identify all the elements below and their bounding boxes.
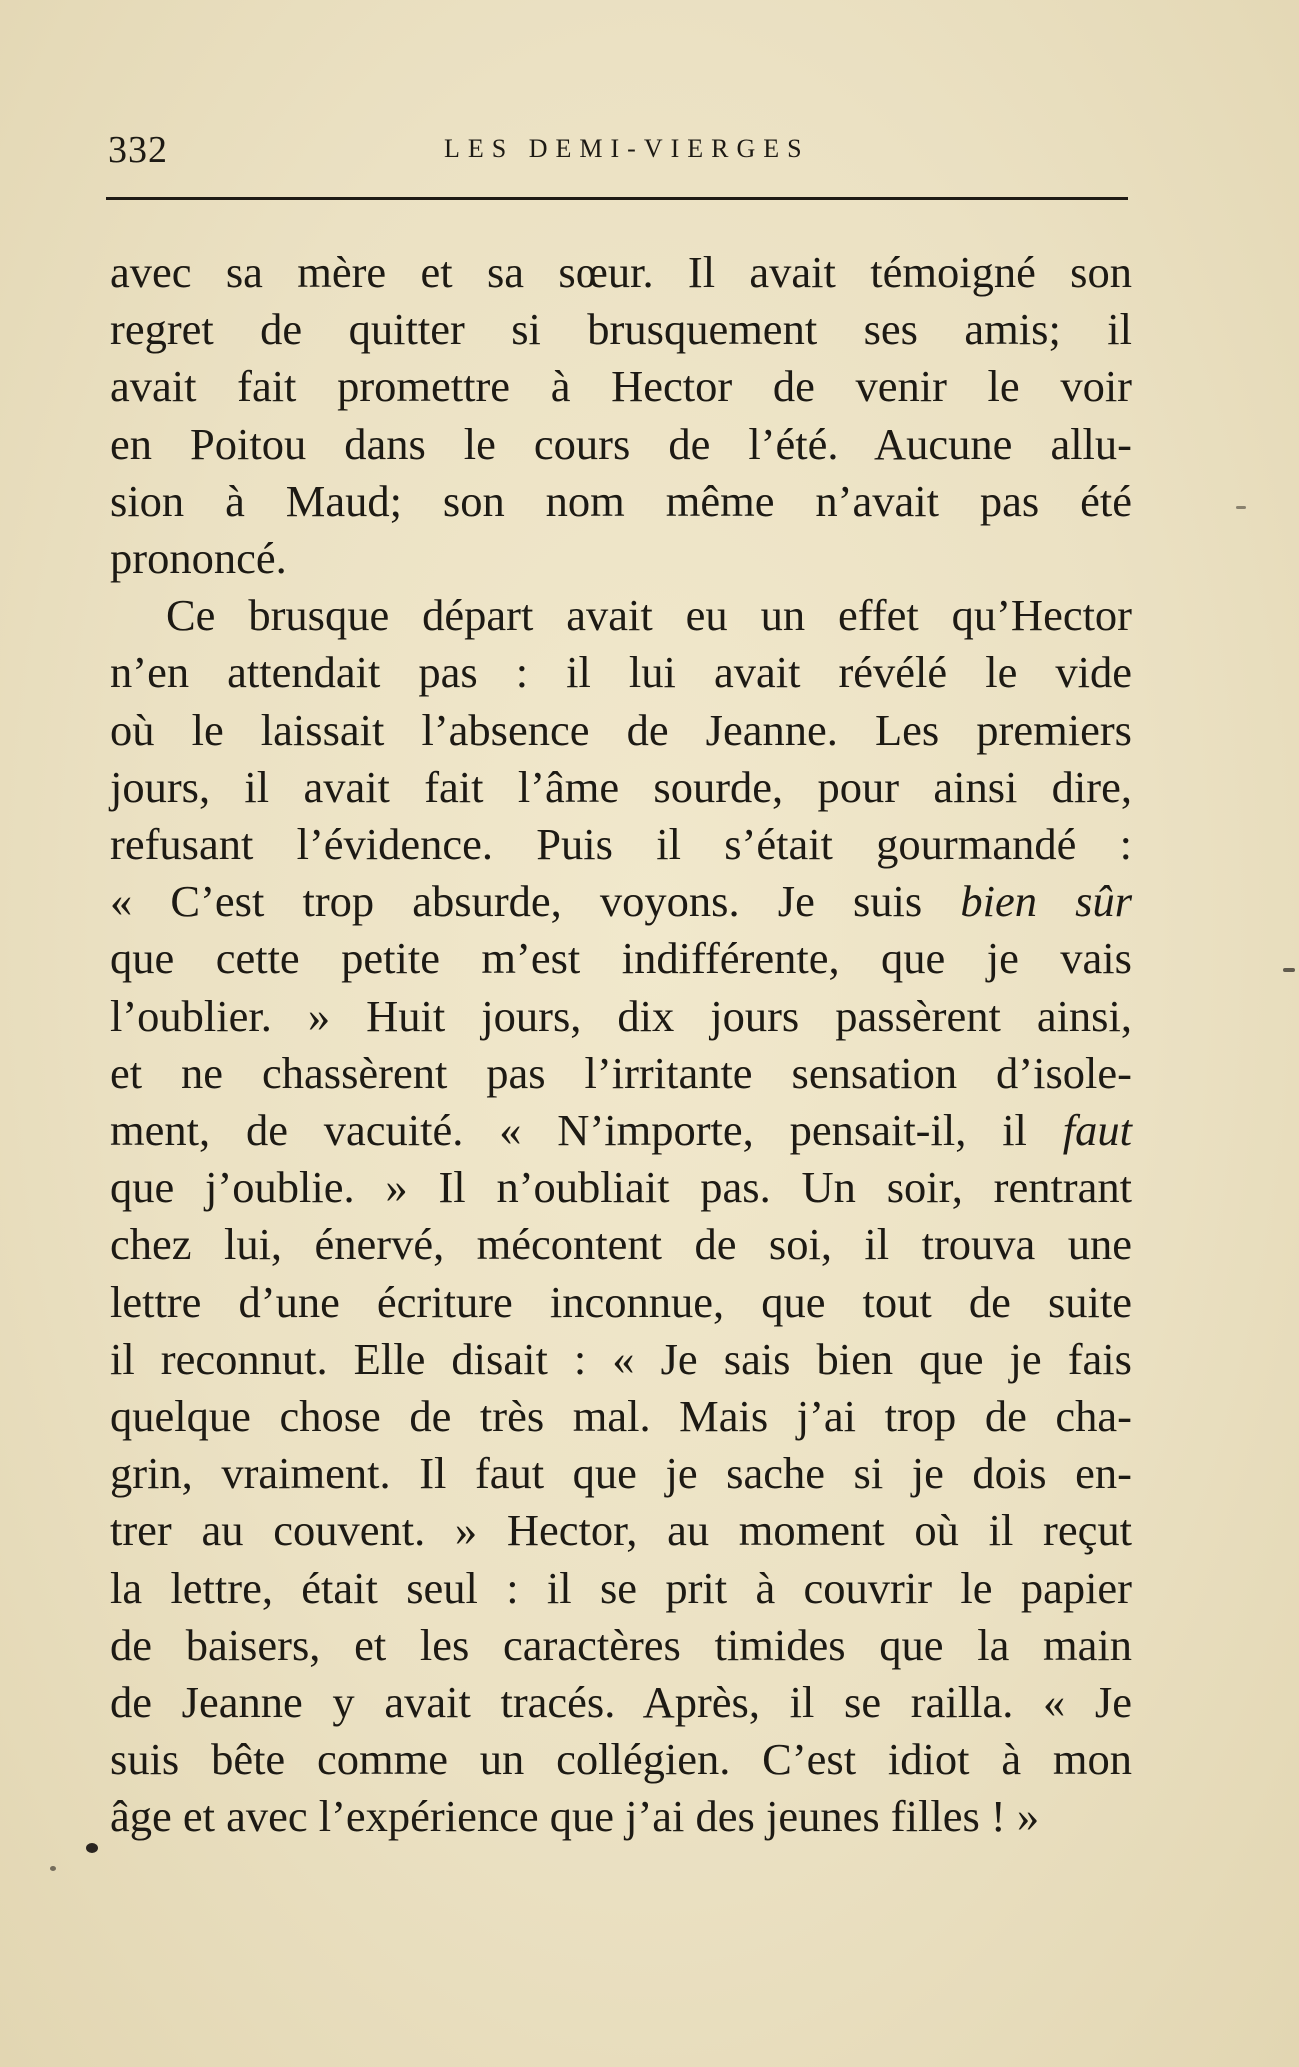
text-line: n’en attendait pas : il lui avait révélé le vide bbox=[110, 647, 1132, 698]
page-number: 332 bbox=[108, 129, 168, 171]
text-line: ment, de vacuité. « N’importe, pensait-il, il faut bbox=[110, 1105, 1132, 1156]
text-line: où le laissait l’absence de Jeanne. Les premiers bbox=[110, 704, 1132, 755]
text-line: en Poitou dans le cours de l’été. Aucune allu- bbox=[110, 418, 1132, 469]
text-line: Ce brusque départ avait eu un effet qu’Hector bbox=[166, 590, 1132, 641]
text-line: sion à Maud; son nom même n’avait pas été bbox=[110, 475, 1132, 526]
italic-emphasis: faut bbox=[1062, 1105, 1132, 1156]
text-line: de Jeanne y avait tracés. Après, il se railla. « Je bbox=[110, 1677, 1132, 1728]
ink-speck bbox=[50, 1866, 56, 1871]
ink-speck bbox=[1283, 968, 1295, 972]
text-line: de baisers, et les caractères timides que la main bbox=[110, 1619, 1132, 1670]
ink-speck bbox=[86, 1843, 98, 1853]
body-text bbox=[110, 244, 1132, 1846]
text-line: l’oublier. » Huit jours, dix jours passèrent ainsi, bbox=[110, 990, 1132, 1041]
text-line: jours, il avait fait l’âme sourde, pour ainsi dire, bbox=[110, 761, 1132, 812]
text-line: que cette petite m’est indifférente, que je vais bbox=[110, 933, 1132, 984]
running-head: LES DEMI-VIERGES bbox=[444, 134, 810, 163]
page-header bbox=[108, 128, 1132, 178]
text-line: âge et avec l’expérience que j’ai des jeunes filles ! » bbox=[110, 1791, 1040, 1842]
text-line: regret de quitter si brusquement ses amis; il bbox=[110, 304, 1132, 355]
text-line: chez lui, énervé, mécontent de soi, il trouva une bbox=[110, 1219, 1132, 1270]
text-line: suis bête comme un collégien. C’est idiot à mon bbox=[110, 1734, 1132, 1785]
header-rule bbox=[106, 197, 1128, 200]
text-line: « C’est trop absurde, voyons. Je suis bien sûr bbox=[110, 876, 1133, 927]
paragraph bbox=[110, 244, 1132, 587]
paragraph bbox=[110, 587, 1132, 1845]
text-line: il reconnut. Elle disait : « Je sais bien que je fais bbox=[110, 1333, 1132, 1384]
ink-speck bbox=[1236, 506, 1246, 509]
text-line: quelque chose de très mal. Mais j’ai trop de cha- bbox=[110, 1391, 1132, 1442]
text-line: trer au couvent. » Hector, au moment où il reçut bbox=[110, 1505, 1132, 1556]
text-line: lettre d’une écriture inconnue, que tout de suite bbox=[110, 1276, 1132, 1327]
text-line: et ne chassèrent pas l’irritante sensation d’isole- bbox=[110, 1047, 1132, 1098]
text-line: grin, vraiment. Il faut que je sache si je dois en- bbox=[110, 1448, 1132, 1499]
text-line: avait fait promettre à Hector de venir le voir bbox=[110, 361, 1132, 412]
text-line: prononcé. bbox=[110, 533, 287, 584]
text-line: avec sa mère et sa sœur. Il avait témoigné son bbox=[110, 247, 1132, 297]
text-line: refusant l’évidence. Puis il s’était gourmandé : bbox=[110, 819, 1132, 870]
italic-emphasis: bien sûr bbox=[960, 876, 1133, 927]
text-line: que j’oublie. » Il n’oubliait pas. Un soir, rentrant bbox=[110, 1162, 1132, 1213]
text-line: la lettre, était seul : il se prit à couvrir le papier bbox=[110, 1562, 1132, 1613]
